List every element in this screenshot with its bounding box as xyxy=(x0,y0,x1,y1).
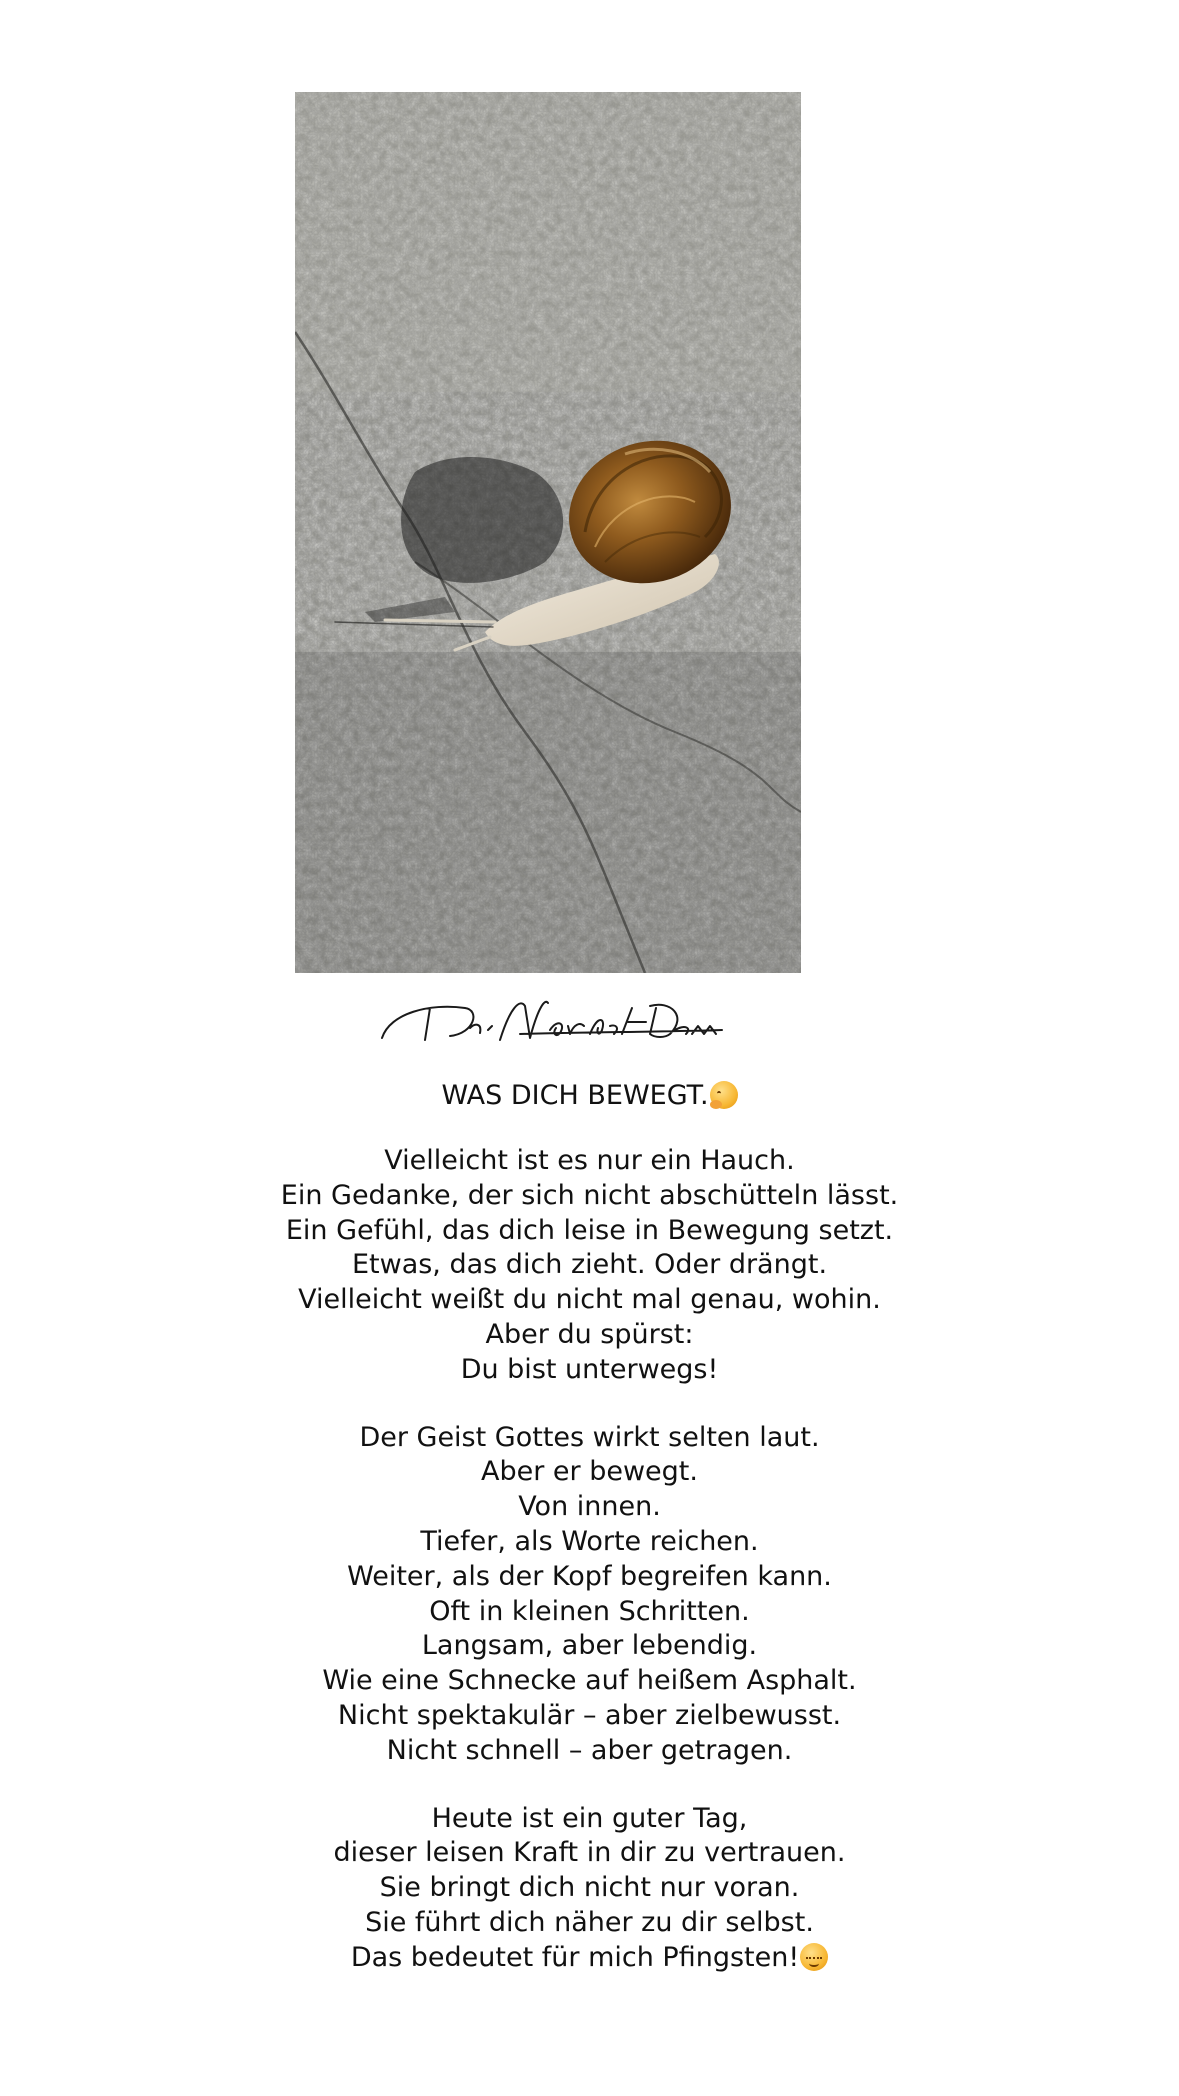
poem-line: dieser leisen Kraft in dir zu vertrauen. xyxy=(333,1837,846,1869)
hugging-face-icon xyxy=(710,1081,738,1109)
poem-line: Aber du spürst: xyxy=(485,1318,694,1350)
stanza-3 xyxy=(0,1802,1179,1976)
poem-line: Tiefer, als Worte reichen. xyxy=(420,1525,759,1557)
poem-line: Vielleicht ist es nur ein Hauch. xyxy=(384,1145,795,1176)
poem-line: Der Geist Gottes wirkt selten laut. xyxy=(359,1421,820,1453)
poem-line: Nicht schnell – aber getragen. xyxy=(386,1734,793,1766)
poem-line: Aber er bewegt. xyxy=(481,1456,698,1488)
poem-line: Vielleicht weißt du nicht mal genau, wohin. xyxy=(298,1284,881,1316)
poem-last-line-text: Das bedeutet für mich Pfingsten! xyxy=(350,1941,800,1973)
poem-line: Langsam, aber lebendig. xyxy=(421,1630,758,1662)
relieved-face-icon xyxy=(800,1943,828,1971)
poem-line: Etwas, das dich zieht. Oder drängt. xyxy=(351,1249,828,1281)
poem-line: Oft in kleinen Schritten. xyxy=(429,1595,750,1627)
poem-line: Wie eine Schnecke auf heißem Asphalt. xyxy=(322,1665,857,1697)
poem xyxy=(0,1078,1179,2009)
poem-line: Sie bringt dich nicht nur voran. xyxy=(379,1872,800,1904)
stanza-2 xyxy=(0,1421,1179,1769)
poem-line: Sie führt dich näher zu dir selbst. xyxy=(365,1906,814,1938)
poem-line: Heute ist ein guter Tag, xyxy=(431,1802,748,1834)
author-signature xyxy=(370,978,730,1054)
poem-line: Du bist unterwegs! xyxy=(460,1353,719,1385)
poem-title xyxy=(0,1078,1179,1114)
snail-photo xyxy=(295,92,801,973)
poem-line: Weiter, als der Kopf begreifen kann. xyxy=(347,1560,832,1592)
poem-line: Von innen. xyxy=(518,1491,661,1523)
poem-title-text: WAS DICH BEWEGT. xyxy=(441,1080,709,1111)
poem-line: Nicht spektakulär – aber zielbewusst. xyxy=(337,1699,842,1731)
stanza-1 xyxy=(0,1144,1179,1388)
poem-line: Ein Gedanke, der sich nicht abschütteln lässt. xyxy=(280,1179,899,1211)
poem-line: Ein Gefühl, das dich leise in Bewegung setzt. xyxy=(285,1214,894,1246)
poem-last-line xyxy=(0,1941,1179,1976)
